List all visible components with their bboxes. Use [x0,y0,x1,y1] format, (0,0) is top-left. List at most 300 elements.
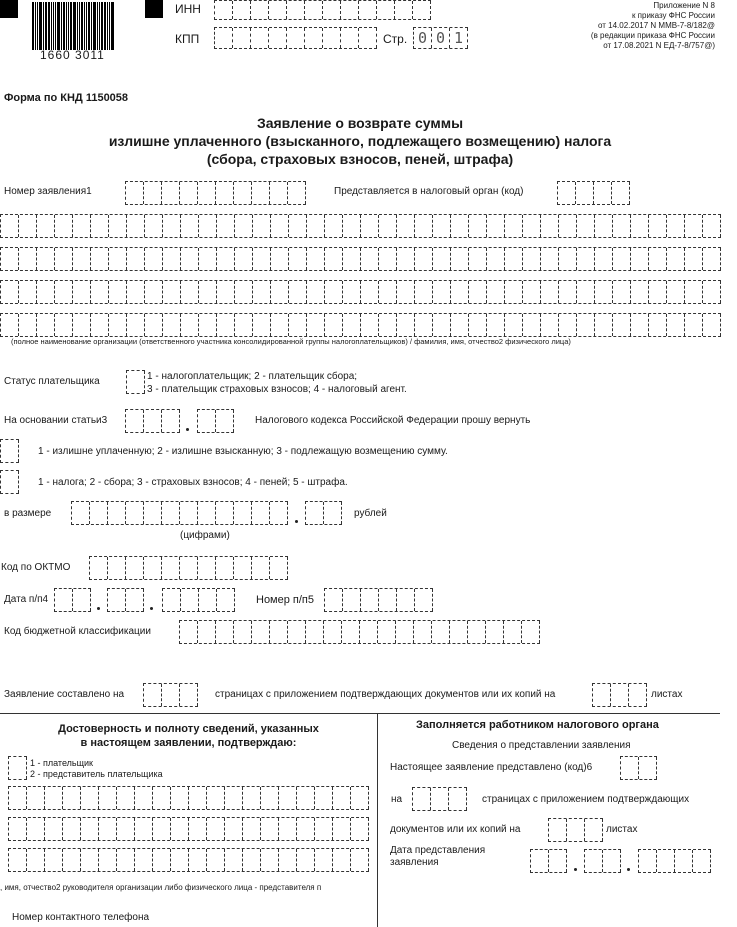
input-cell[interactable] [73,281,91,303]
sheets-field[interactable] [592,683,647,707]
input-cell[interactable] [593,684,611,706]
input-cell[interactable] [431,788,449,810]
input-cell[interactable] [631,314,649,336]
input-cell[interactable] [198,557,216,579]
input-cell[interactable] [225,849,243,871]
input-cell[interactable] [73,589,91,611]
input-cell[interactable] [541,215,559,237]
input-cell[interactable] [163,215,181,237]
input-cell[interactable] [613,281,631,303]
input-cell[interactable] [55,589,73,611]
input-cell[interactable] [289,215,307,237]
submitted-code-field[interactable] [620,756,657,780]
input-cell[interactable] [612,182,630,204]
payment-type-field[interactable] [0,470,19,494]
input-cell[interactable] [153,818,171,840]
input-cell[interactable] [287,28,305,48]
input-cell[interactable] [549,850,567,872]
page-field[interactable] [413,27,468,49]
input-cell[interactable] [19,215,37,237]
input-cell[interactable] [270,557,288,579]
input-cell[interactable] [199,215,217,237]
input-cell[interactable] [270,621,288,643]
input-cell[interactable] [351,787,369,809]
input-cell[interactable] [379,248,397,270]
input-cell[interactable] [613,248,631,270]
input-cell[interactable] [145,215,163,237]
input-cell[interactable] [397,314,415,336]
input-cell[interactable] [639,850,657,872]
input-cell[interactable] [433,248,451,270]
input-cell[interactable] [631,248,649,270]
input-cell[interactable] [19,281,37,303]
input-cell[interactable] [180,557,198,579]
input-cell[interactable] [55,215,73,237]
input-cell[interactable] [81,849,99,871]
input-cell[interactable] [378,621,396,643]
input-cell[interactable] [649,248,667,270]
input-cell[interactable] [189,849,207,871]
input-cell[interactable] [252,557,270,579]
signer-name-row-1[interactable] [8,786,369,810]
input-cell[interactable] [395,1,413,19]
input-cell[interactable] [415,281,433,303]
input-cell[interactable] [360,621,378,643]
input-cell[interactable] [333,787,351,809]
input-cell[interactable] [325,314,343,336]
input-cell[interactable] [99,849,117,871]
input-cell[interactable] [63,818,81,840]
input-cell[interactable] [171,787,189,809]
input-cell[interactable] [180,182,198,204]
inn-field[interactable] [214,0,431,20]
input-cell[interactable] [144,410,162,432]
input-cell[interactable] [9,849,27,871]
input-cell[interactable] [504,621,522,643]
input-cell[interactable] [243,818,261,840]
input-cell[interactable] [685,281,703,303]
input-cell[interactable] [377,1,395,19]
input-cell[interactable] [108,589,126,611]
input-cell[interactable] [397,589,415,611]
input-cell[interactable] [271,215,289,237]
input-cell[interactable] [649,215,667,237]
input-cell[interactable] [323,1,341,19]
input-cell[interactable] [73,314,91,336]
input-cell[interactable] [271,314,289,336]
input-cell[interactable] [414,621,432,643]
input-cell[interactable] [289,314,307,336]
input-cell[interactable] [523,248,541,270]
input-cell[interactable] [351,849,369,871]
input-cell[interactable] [325,589,343,611]
input-cell[interactable] [567,819,585,841]
input-cell[interactable] [621,757,639,779]
input-cell[interactable] [325,281,343,303]
input-cell[interactable] [216,410,234,432]
input-cell[interactable] [73,215,91,237]
input-cell[interactable] [415,248,433,270]
input-cell[interactable] [487,248,505,270]
input-cell[interactable] [667,215,685,237]
input-cell[interactable] [126,557,144,579]
input-cell[interactable] [216,621,234,643]
input-cell[interactable] [703,215,721,237]
input-cell[interactable] [379,589,397,611]
input-cell[interactable] [198,621,216,643]
input-cell[interactable] [253,314,271,336]
input-cell[interactable] [397,215,415,237]
input-cell[interactable] [523,215,541,237]
input-cell[interactable] [315,818,333,840]
kbk-field[interactable] [179,620,540,644]
input-cell[interactable] [126,502,144,524]
input-cell[interactable] [351,818,369,840]
input-cell[interactable] [685,314,703,336]
input-cell[interactable] [279,787,297,809]
input-cell[interactable] [235,314,253,336]
input-cell[interactable] [433,314,451,336]
name-row-2[interactable] [0,247,721,271]
input-cell[interactable] [576,182,594,204]
input-cell[interactable] [595,215,613,237]
input-cell[interactable] [595,314,613,336]
input-cell[interactable] [145,248,163,270]
input-cell[interactable] [217,281,235,303]
input-cell[interactable] [558,182,576,204]
input-cell[interactable] [361,281,379,303]
submission-date-day[interactable] [530,849,567,873]
input-cell[interactable] [261,818,279,840]
input-cell[interactable] [603,850,621,872]
input-cell[interactable] [171,818,189,840]
input-cell[interactable] [324,502,342,524]
signer-name-row-3[interactable] [8,848,369,872]
input-cell[interactable] [19,314,37,336]
input-cell[interactable] [341,1,359,19]
input-cell[interactable] [127,281,145,303]
input-cell[interactable] [287,1,305,19]
input-cell[interactable] [270,502,288,524]
input-cell[interactable] [595,248,613,270]
input-cell[interactable] [559,215,577,237]
input-cell[interactable] [413,788,431,810]
input-cell[interactable] [72,502,90,524]
input-cell[interactable] [667,248,685,270]
input-cell[interactable] [235,248,253,270]
input-cell[interactable] [289,281,307,303]
input-cell[interactable] [63,787,81,809]
payment-date-day[interactable] [54,588,91,612]
input-cell[interactable] [629,684,647,706]
input-cell[interactable] [432,621,450,643]
input-cell[interactable] [55,281,73,303]
input-cell[interactable] [45,849,63,871]
input-cell[interactable] [109,281,127,303]
input-cell[interactable] [199,314,217,336]
input-cell[interactable] [253,215,271,237]
input-cell[interactable] [126,410,144,432]
input-cell[interactable] [269,28,287,48]
input-cell[interactable] [135,787,153,809]
input-cell[interactable] [379,281,397,303]
input-cell[interactable] [505,314,523,336]
input-cell[interactable] [541,248,559,270]
input-cell[interactable] [162,557,180,579]
input-cell[interactable] [675,850,693,872]
input-cell[interactable] [585,850,603,872]
input-cell[interactable] [505,215,523,237]
input-cell[interactable] [261,849,279,871]
input-cell[interactable] [126,182,144,204]
input-cell[interactable] [163,248,181,270]
input-cell[interactable] [359,1,377,19]
input-cell[interactable] [90,557,108,579]
input-cell[interactable] [305,28,323,48]
input-cell[interactable] [307,215,325,237]
input-cell[interactable] [144,182,162,204]
input-cell[interactable] [235,215,253,237]
input-cell[interactable] [577,281,595,303]
input-cell[interactable] [27,818,45,840]
input-cell[interactable] [323,28,341,48]
input-cell[interactable] [91,314,109,336]
input-cell[interactable] [243,849,261,871]
input-cell[interactable] [649,281,667,303]
input-cell[interactable] [27,849,45,871]
input-cell[interactable] [288,621,306,643]
input-cell[interactable] [37,314,55,336]
input-cell[interactable] [198,502,216,524]
input-cell[interactable] [361,589,379,611]
input-cell[interactable] [9,757,27,779]
input-cell[interactable] [306,621,324,643]
input-cell[interactable] [99,818,117,840]
input-cell[interactable] [1,471,19,493]
input-cell[interactable] [253,281,271,303]
input-cell[interactable] [703,281,721,303]
input-cell[interactable] [523,281,541,303]
input-cell[interactable] [198,182,216,204]
input-cell[interactable] [288,182,306,204]
input-cell[interactable] [9,787,27,809]
input-cell[interactable] [577,248,595,270]
input-cell[interactable] [333,818,351,840]
input-cell[interactable] [451,215,469,237]
input-cell[interactable] [450,621,468,643]
input-cell[interactable] [703,314,721,336]
input-cell[interactable] [181,589,199,611]
input-cell[interactable] [595,281,613,303]
input-cell[interactable] [315,787,333,809]
input-cell[interactable] [225,818,243,840]
input-cell[interactable] [468,621,486,643]
input-cell[interactable] [108,502,126,524]
input-cell[interactable] [541,314,559,336]
input-cell[interactable] [415,589,433,611]
input-cell[interactable] [162,684,180,706]
input-cell[interactable] [234,182,252,204]
input-cell[interactable] [27,787,45,809]
input-cell[interactable] [469,314,487,336]
input-cell[interactable] [279,818,297,840]
input-cell[interactable] [199,589,217,611]
input-cell[interactable] [379,215,397,237]
input-cell[interactable] [611,684,629,706]
input-cell[interactable] [451,281,469,303]
input-cell[interactable] [305,1,323,19]
input-cell[interactable] [108,557,126,579]
input-cell[interactable] [234,502,252,524]
input-cell[interactable] [1,314,19,336]
name-row-1[interactable] [0,214,721,238]
input-cell[interactable] [505,281,523,303]
input-cell[interactable] [487,281,505,303]
input-cell[interactable] [163,281,181,303]
input-cell[interactable] [163,314,181,336]
status-field[interactable] [126,370,145,394]
right-pages-field[interactable] [412,787,467,811]
input-cell[interactable] [359,28,377,48]
input-cell[interactable] [199,281,217,303]
input-cell[interactable] [289,248,307,270]
input-cell[interactable] [99,787,117,809]
input-cell[interactable] [343,314,361,336]
input-cell[interactable] [215,1,233,19]
input-cell[interactable] [117,787,135,809]
input-cell[interactable] [415,215,433,237]
input-cell[interactable] [207,849,225,871]
input-cell[interactable] [585,819,603,841]
input-cell[interactable] [91,215,109,237]
input-cell[interactable] [307,281,325,303]
input-cell[interactable] [297,849,315,871]
input-cell[interactable] [81,818,99,840]
input-cell[interactable] [307,248,325,270]
input-cell[interactable] [523,314,541,336]
input-cell[interactable] [1,248,19,270]
input-cell[interactable] [217,248,235,270]
input-cell[interactable] [181,215,199,237]
signer-type-field[interactable] [8,756,27,780]
input-cell[interactable] [252,502,270,524]
input-cell[interactable] [225,787,243,809]
input-cell[interactable] [90,502,108,524]
input-cell[interactable] [325,248,343,270]
input-cell[interactable] [63,849,81,871]
input-cell[interactable] [19,248,37,270]
input-cell[interactable] [153,849,171,871]
input-cell[interactable] [73,248,91,270]
input-cell[interactable] [207,818,225,840]
name-row-4[interactable] [0,313,721,337]
input-cell[interactable] [449,788,467,810]
input-cell[interactable] [451,314,469,336]
amount-kopecks-field[interactable] [305,501,342,525]
input-cell[interactable] [163,589,181,611]
input-cell[interactable] [685,215,703,237]
input-cell[interactable] [109,314,127,336]
input-cell[interactable] [215,28,233,48]
input-cell[interactable] [433,281,451,303]
input-cell[interactable] [433,215,451,237]
input-cell[interactable] [181,314,199,336]
payment-date-month[interactable] [107,588,144,612]
input-cell[interactable] [361,248,379,270]
input-cell[interactable] [415,314,433,336]
input-cell[interactable] [233,28,251,48]
input-cell[interactable] [297,818,315,840]
signer-name-row-2[interactable] [8,817,369,841]
input-cell[interactable] [251,28,269,48]
input-cell[interactable] [117,818,135,840]
input-cell[interactable] [397,281,415,303]
input-cell[interactable] [342,621,360,643]
input-cell[interactable] [559,314,577,336]
input-cell[interactable] [235,281,253,303]
input-cell[interactable] [251,1,269,19]
input-cell[interactable] [703,248,721,270]
input-cell[interactable] [333,849,351,871]
input-cell[interactable] [145,281,163,303]
input-cell[interactable] [451,248,469,270]
input-cell[interactable] [486,621,504,643]
input-cell[interactable] [505,248,523,270]
input-cell[interactable] [144,557,162,579]
basis-item-field[interactable] [197,409,234,433]
input-cell[interactable] [469,281,487,303]
input-cell[interactable] [252,621,270,643]
input-cell[interactable] [667,281,685,303]
input-cell[interactable] [217,589,235,611]
input-cell[interactable] [109,248,127,270]
input-cell[interactable] [279,849,297,871]
input-cell[interactable] [397,248,415,270]
input-cell[interactable] [341,28,359,48]
input-cell[interactable] [657,850,675,872]
input-cell[interactable] [559,281,577,303]
input-cell[interactable] [613,215,631,237]
submission-date-year[interactable] [638,849,711,873]
right-sheets-field[interactable] [548,818,603,842]
input-cell[interactable] [343,248,361,270]
input-cell[interactable] [234,557,252,579]
input-cell[interactable] [413,1,431,19]
input-cell[interactable] [45,818,63,840]
input-cell[interactable] [693,850,711,872]
pages-field[interactable] [143,683,198,707]
input-cell[interactable] [144,684,162,706]
input-cell[interactable] [307,314,325,336]
input-cell[interactable] [217,215,235,237]
name-row-3[interactable] [0,280,721,304]
input-cell[interactable] [162,502,180,524]
input-cell[interactable] [487,314,505,336]
input-cell[interactable] [189,787,207,809]
input-cell[interactable] [269,1,287,19]
input-cell[interactable] [126,589,144,611]
input-cell[interactable] [127,215,145,237]
input-cell[interactable] [613,314,631,336]
input-cell[interactable] [135,849,153,871]
input-cell[interactable] [577,215,595,237]
input-cell[interactable] [271,248,289,270]
input-cell[interactable] [549,819,567,841]
input-cell[interactable] [45,787,63,809]
input-cell[interactable] [243,787,261,809]
input-cell[interactable] [233,1,251,19]
input-cell[interactable] [153,787,171,809]
